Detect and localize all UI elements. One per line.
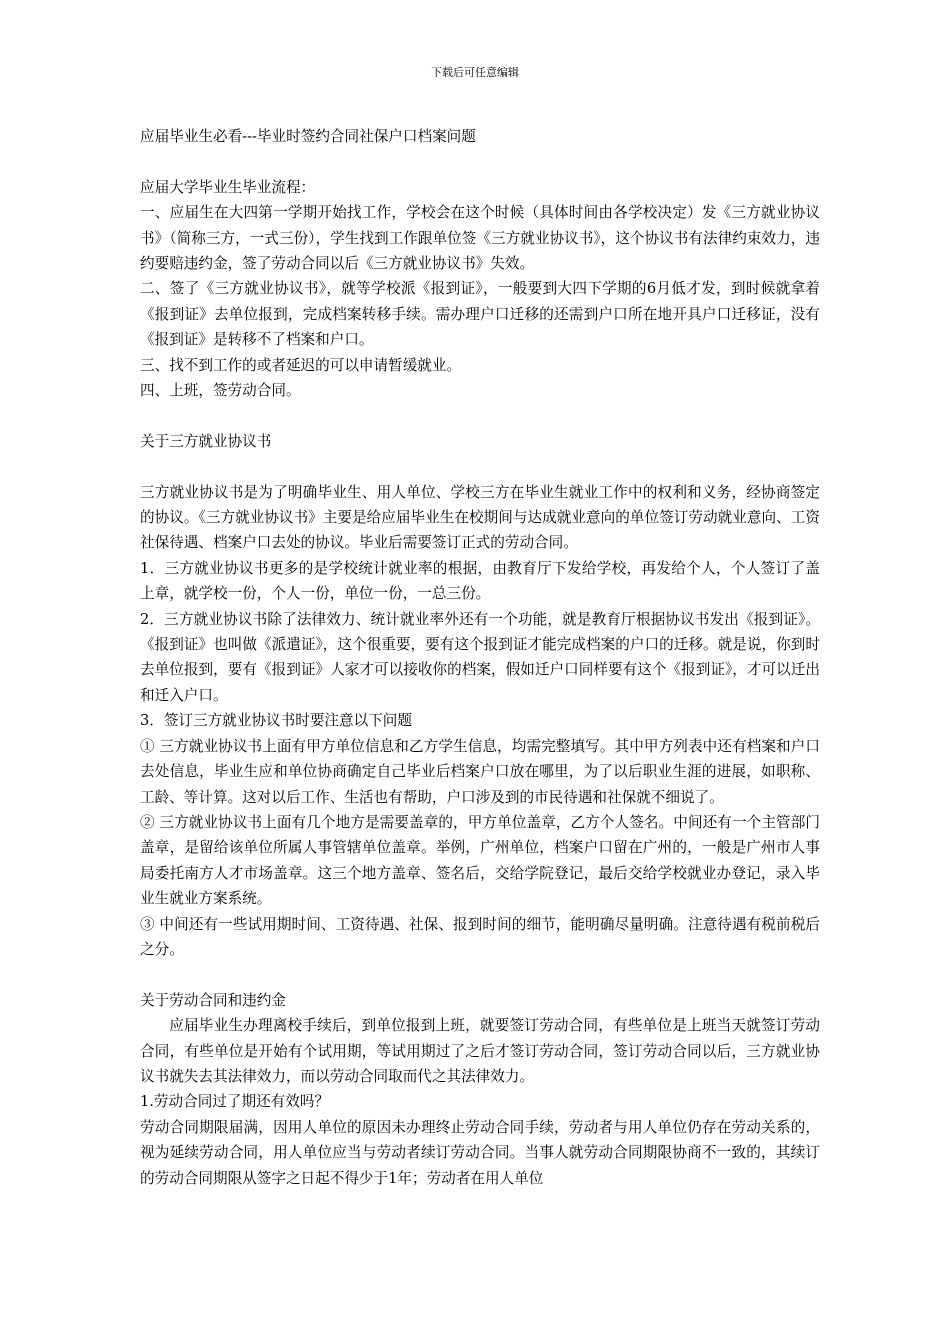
flow-item-1: 一、应届生在大四第一学期开始找工作，学校会在这个时候（具体时间由各学校决定）发《三方就业协议书》（简称三方，一式三份），学生找到工作跟单位签《三方就业协议书》，这个协议书有法律约束效力，违约要赔违约金，签了劳动合同以后《三方就业协议书》失效。 [140, 204, 820, 273]
flow-item-3: 三、找不到工作的或者延迟的可以申请暂缓就业。 [140, 356, 462, 374]
blank-line [140, 403, 820, 428]
agreement-note-1: ① 三方就业协议书上面有甲方单位信息和乙方学生信息，均需完整填写。其中甲方列表中还有档案和户口去处信息，毕业生应和单位协商确定自己毕业后档案户口放在哪里，为了以后职业生涯的进展，如职称、工龄、等计算。这对以后工作、生活也有帮助，户口涉及到的市民待遇和社保就不细说了。 [140, 737, 820, 806]
blank-line [140, 454, 820, 479]
contract-question-1: 1.劳动合同过了期还有效吗？ [140, 1093, 330, 1111]
document-body [140, 124, 820, 1191]
agreement-note-3: ③ 中间还有一些试用期时间、工资待遇、社保、报到时间的细节，能明确尽量明确。注意待遇有税前税后之分。 [140, 915, 820, 958]
flow-item-4: 四、上班，签劳动合同。 [140, 382, 301, 400]
document-title: 应届毕业生必看---毕业时签约合同社保户口档案问题 [140, 128, 476, 145]
page-header: 下载后可任意编辑 [431, 66, 519, 79]
contract-answer-1: 劳动合同期限届满，因用人单位的原因未办理终止劳动合同手续，劳动者与用人单位仍存在劳动关系的，视为延续劳动合同，用人单位应当与劳动者续订劳动合同。当事人就劳动合同期限协商不一致的，其续订的劳动合同期限从签字之日起不得少于1年；劳动者在用人单位 [140, 1118, 820, 1187]
contract-intro: 应届毕业生办理离校手续后，到单位报到上班，就要签订劳动合同，有些单位是上班当天就签订劳动合同，有些单位是开始有个试用期，等试用期过了之后才签订劳动合同，签订劳动合同以后，三方就业协议书就失去其法律效力，而以劳动合同取而代之其法律效力。 [140, 1017, 820, 1085]
agreement-point-3: 3．签订三方就业协议书时要注意以下问题 [140, 712, 412, 730]
section-heading-contract: 关于劳动合同和违约金 [140, 991, 286, 1009]
blank-line [140, 962, 820, 987]
blank-line [140, 149, 820, 174]
agreement-point-2: 2．三方就业协议书除了法律效力、统计就业率外还有一个功能，就是教育厅根据协议书发出《报到证》。《报到证》也叫做《派遣证》，这个很重要，要有这个报到证才能完成档案的户口的迁移。就是说，你到时去单位报到，要有《报到证》人家才可以接收你的档案，假如迁户口同样要有这个《报到证》，才可以迁出和迁入户口。 [140, 610, 820, 704]
flow-item-2: 二、签了《三方就业协议书》，就等学校派《报到证》，一般要到大四下学期的6月低才发，到时候就拿着《报到证》去单位报到，完成档案转移手续。需办理户口迁移的还需到户口所在地开具户口迁移证，没有《报到证》是转移不了档案和户口。 [140, 280, 820, 349]
agreement-note-2: ② 三方就业协议书上面有几个地方是需要盖章的，甲方单位盖章，乙方个人签名。中间还有一个主管部门盖章，是留给该单位所属人事管辖单位盖章。举例，广州单位，档案户口留在广州的，一般是广州市人事局委托南方人才市场盖章。这三个地方盖章、签名后，交给学院登记，最后交给学校就业办登记，录入毕业生就业方案系统。 [140, 813, 820, 908]
section-heading-agreement: 关于三方就业协议书 [140, 432, 272, 450]
agreement-point-1: 1．三方就业协议书更多的是学校统计就业率的根据，由教育厅下发给学校，再发给个人，个人签订了盖上章，就学校一份，个人一份，单位一份，一总三份。 [140, 559, 820, 603]
flow-heading: 应届大学毕业生毕业流程： [140, 178, 316, 196]
agreement-intro: 三方就业协议书是为了明确毕业生、用人单位、学校三方在毕业生就业工作中的权利和义务，经协商签定的协议。《三方就业协议书》主要是给应届毕业生在校期间与达成就业意向的单位签订劳动就业意向、工资社保待遇、档案户口去处的协议。毕业后需要签订正式的劳动合同。 [140, 483, 820, 552]
